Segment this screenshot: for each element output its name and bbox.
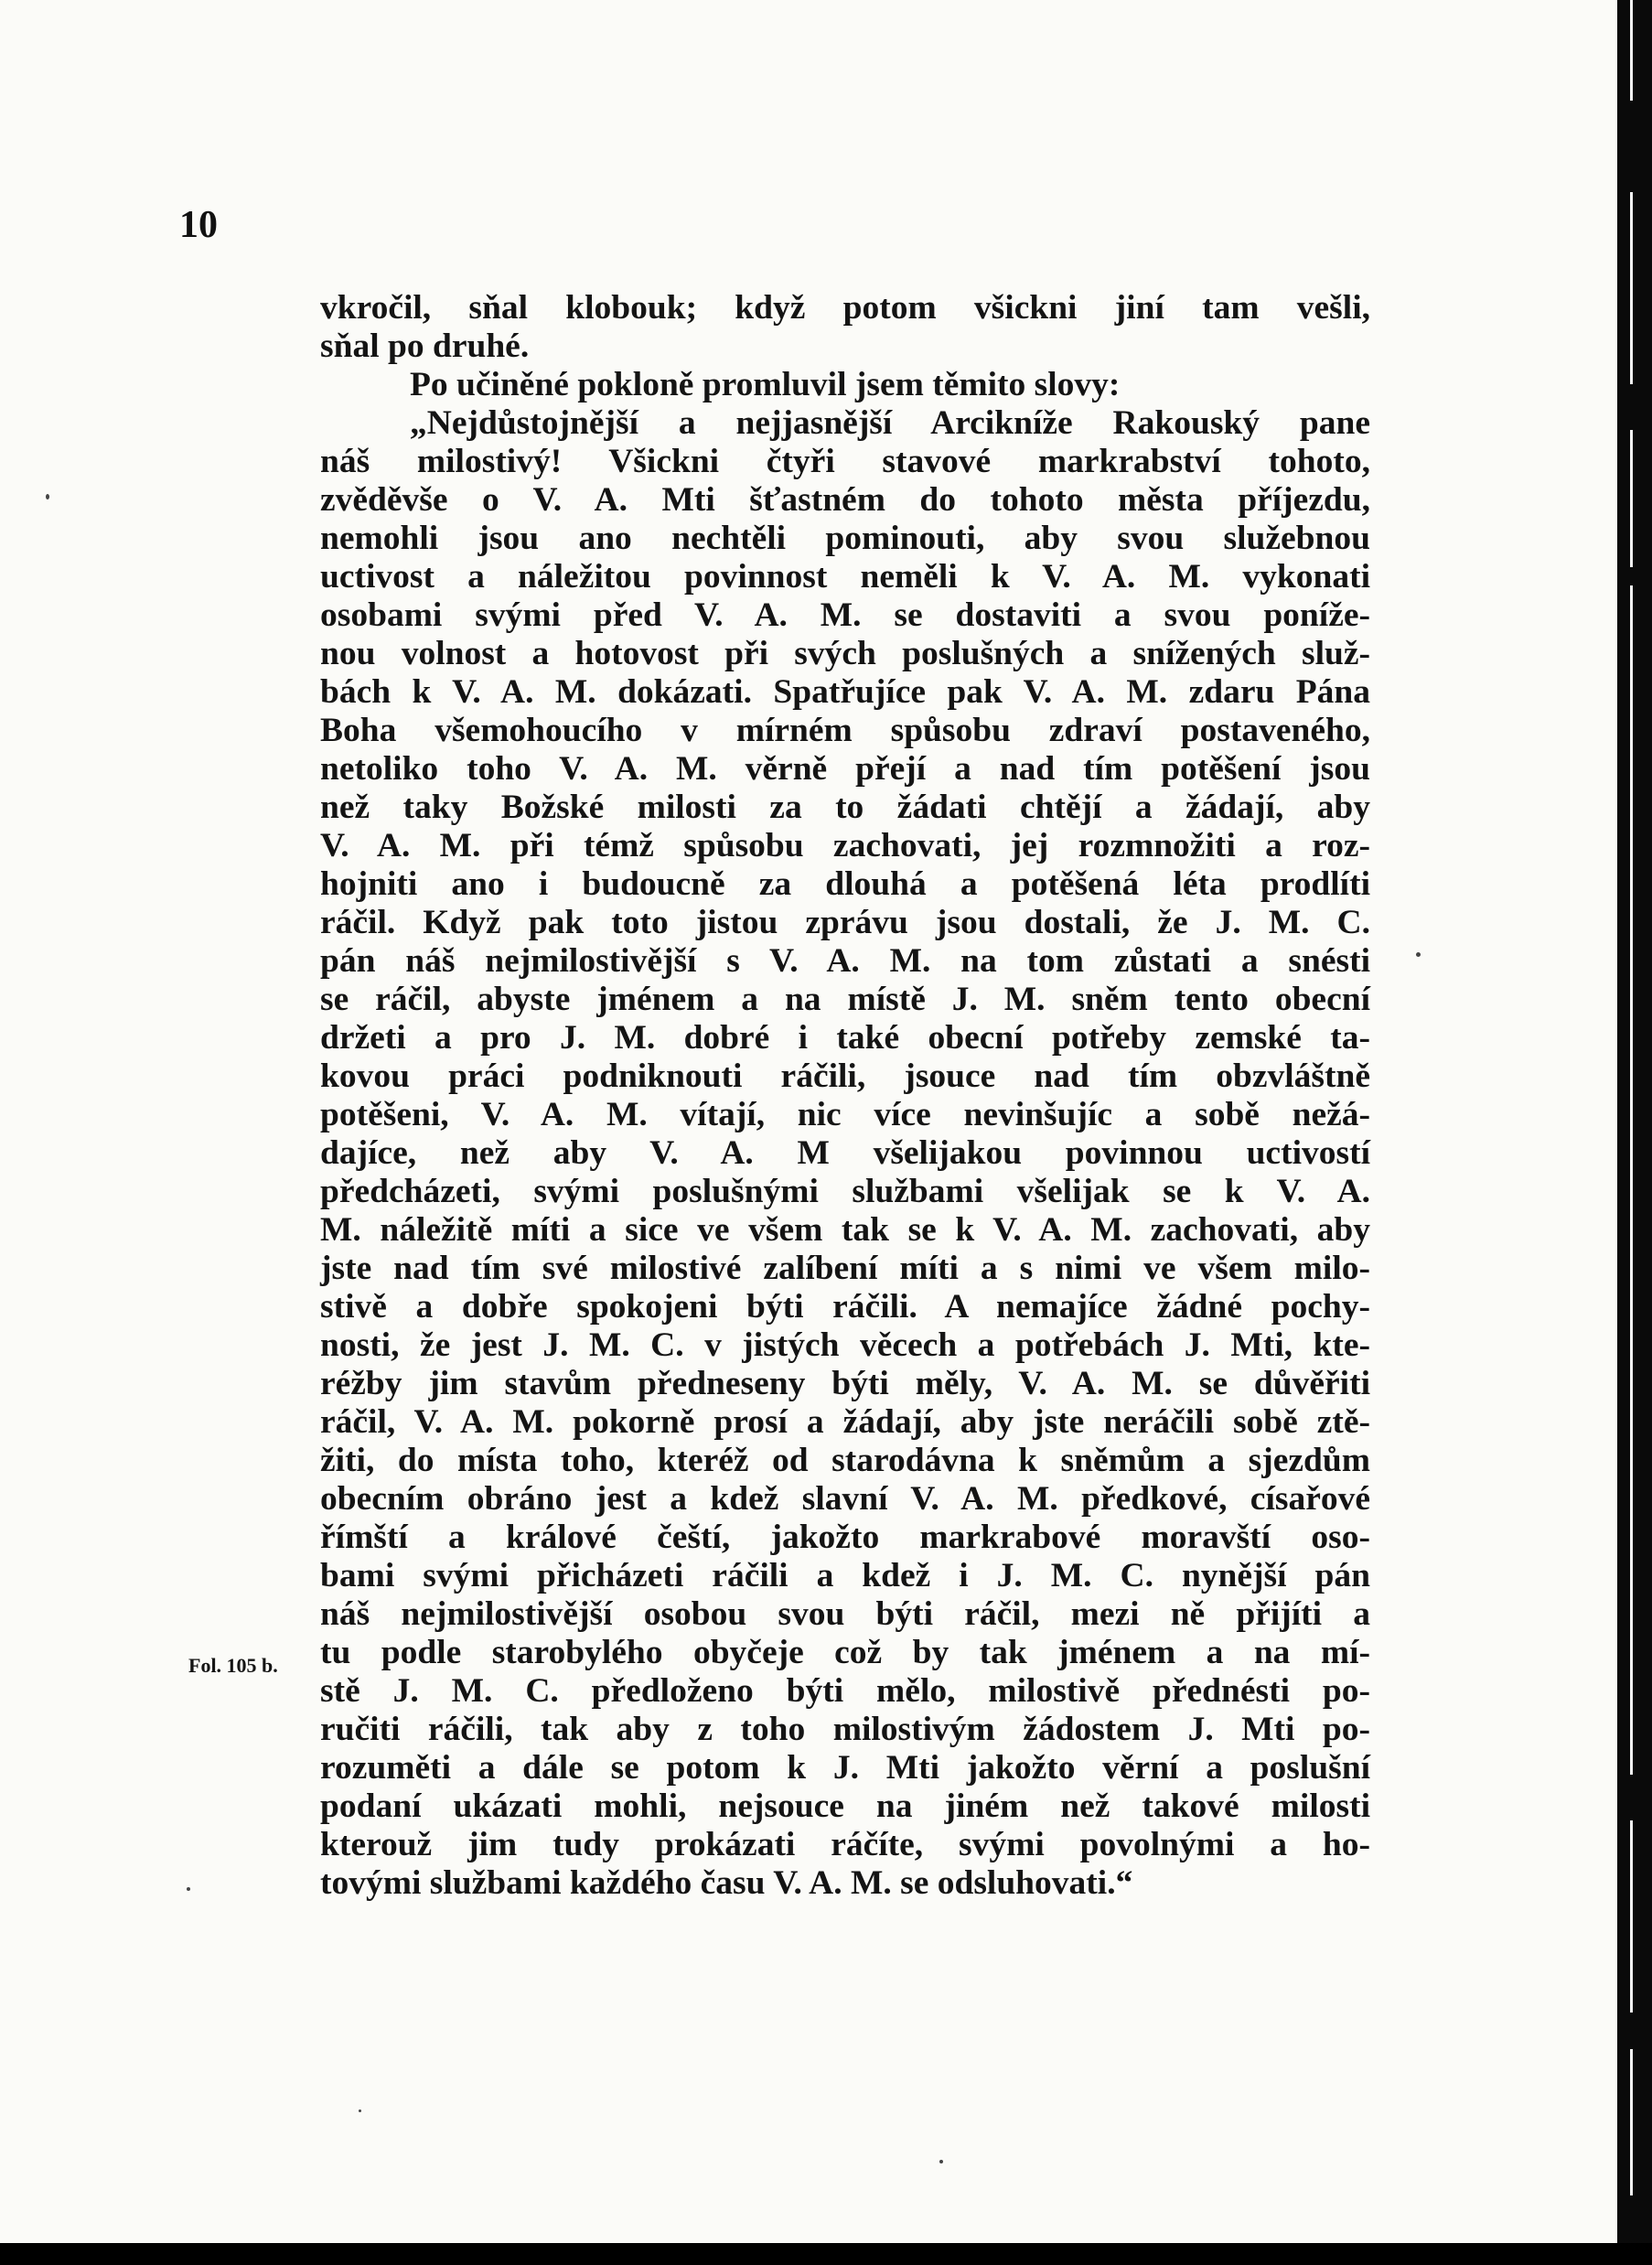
text-line: réžby jim stavům předneseny býti měly, V. A. M. se důvěřiti [320,1365,1370,1402]
scan-edge-line [1630,2049,1633,2195]
text-line: potěšeni, V. A. M. vítají, nic více nevinšujíc a sobě nežá- [320,1096,1370,1133]
text-line: než taky Božské milosti za to žádati chtějí a žádají, aby [320,789,1370,826]
text-line: M. náležitě míti a sice ve všem tak se k V. A. M. zachovati, aby [320,1211,1370,1249]
print-speck [187,1887,190,1891]
print-speck [939,2160,943,2163]
text-line: stivě a dobře spokojeni býti ráčili. A nemajíce žádné pochy- [320,1288,1370,1326]
text-line: náš milostivý! Všickni čtyři stavové markrabství tohoto, [320,443,1370,480]
text-line: bách k V. A. M. dokázati. Spatřujíce pak V. A. M. zdaru Pána [320,673,1370,711]
text-line: římští a králové čeští, jakožto markrabové moravští oso- [320,1519,1370,1556]
text-line: bami svými přicházeti ráčili a kdež i J. M. C. nynější pán [320,1557,1370,1594]
text-line: kovou práci podniknouti ráčili, jsouce nad tím obzvláštně [320,1057,1370,1095]
text-line: vkročil, sňal klobouk; když potom všickni jiní tam vešli, [320,289,1370,327]
text-line: dajíce, než aby V. A. M všelijakou povinnou uctivostí [320,1134,1370,1172]
page-number: 10 [179,204,218,246]
text-line: nosti, že jest J. M. C. v jistých věcech a potřebách J. Mti, kte- [320,1326,1370,1364]
text-line: obecním obráno jest a kdež slavní V. A. M. předkové, císařové [320,1480,1370,1518]
print-speck [1416,952,1421,957]
text-line: rozuměti a dále se potom k J. Mti jakožto věrní a poslušní [320,1749,1370,1787]
text-line: Boha všemohoucího v mírném spůsobu zdraví postaveného, [320,712,1370,749]
scan-edge [1617,0,1652,2265]
text-line: „Nejdůstojnější a nejjasnější Arcikníže Rakouský pane [410,404,1370,442]
scan-edge-line [1630,1820,1633,2013]
text-line: předcházeti, svými poslušnými službami všelijak se k V. A. [320,1173,1370,1210]
text-line: Po učiněné pokloně promluvil jsem těmito slovy: [410,366,1121,403]
print-speck [46,494,49,499]
text-line: sňal po druhé. [320,327,530,365]
text-line: žiti, do místa toho, kteréž od starodávna k sněmům a sjezdům [320,1442,1370,1479]
text-line: stě J. M. C. předloženo býti mělo, milostivě přednésti po- [320,1672,1370,1710]
scan-bottom-edge [0,2243,1652,2265]
text-line: jste nad tím své milostivé zalíbení míti a s nimi ve všem milo- [320,1250,1370,1287]
scan-edge-line [1630,0,1633,101]
body-text [320,289,1370,1903]
scan-edge-line [1630,585,1633,1775]
text-line: ráčil. Když pak toto jistou zprávu jsou dostali, že J. M. C. [320,904,1370,941]
print-speck [359,2109,361,2112]
text-line: ručiti ráčili, tak aby z toho milostivým žádostem J. Mti po- [320,1711,1370,1748]
text-line: náš nejmilostivější osobou svou býti ráčil, mezi ně přijíti a [320,1595,1370,1633]
text-line: V. A. M. při témž spůsobu zachovati, jej rozmnožiti a roz- [320,827,1370,864]
text-line: netoliko toho V. A. M. věrně přejí a nad tím potěšení jsou [320,750,1370,788]
text-line: podaní ukázati mohli, nejsouce na jiném než takové milosti [320,1787,1370,1825]
text-line: se ráčil, abyste jménem a na místě J. M. sněm tento obecní [320,981,1370,1018]
scan-edge-line [1630,430,1633,567]
text-line: pán náš nejmilostivější s V. A. M. na tom zůstati a snésti [320,942,1370,980]
text-line: hojniti ano i budoucně za dlouhá a potěšená léta prodlíti [320,865,1370,903]
text-line: uctivost a náležitou povinnost neměli k V. A. M. vykonati [320,558,1370,596]
text-line: tu podle starobylého obyčeje což by tak jménem a na mí- [320,1634,1370,1671]
text-line: zvěděvše o V. A. Mti šťastném do tohoto města příjezdu, [320,481,1370,519]
scan-edge-line [1630,192,1633,384]
text-line: osobami svými před V. A. M. se dostaviti a svou poníže- [320,596,1370,634]
text-line: nemohli jsou ano nechtěli pominouti, aby svou služebnou [320,520,1370,557]
text-line: držeti a pro J. M. dobré i také obecní potřeby zemské ta- [320,1019,1370,1057]
text-line: nou volnost a hotovost při svých poslušných a snížených služ- [320,635,1370,672]
text-line: ráčil, V. A. M. pokorně prosí a žádají, aby jste neráčili sobě ztě- [320,1403,1370,1441]
folio-margin-note: Fol. 105 b. [188,1654,278,1677]
text-line: kterouž jim tudy prokázati ráčíte, svými povolnými a ho- [320,1826,1370,1863]
text-line: tovými službami každého času V. A. M. se odsluhovati.“ [320,1864,1133,1902]
